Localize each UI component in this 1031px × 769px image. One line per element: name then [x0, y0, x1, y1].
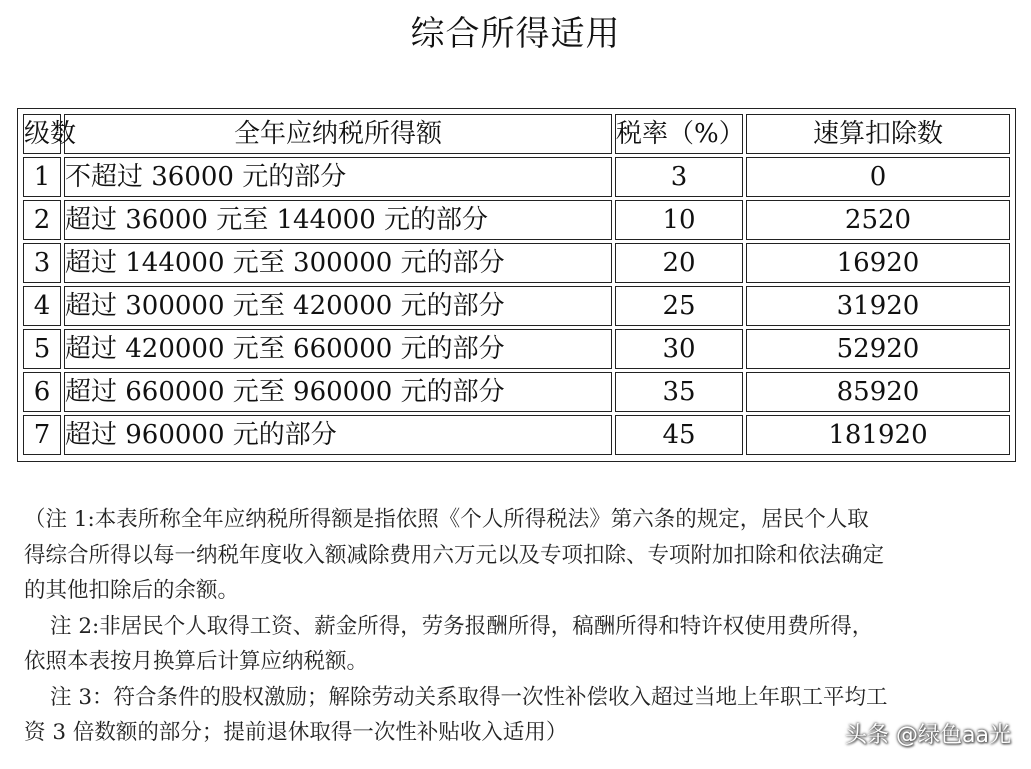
note-2-line: 注 2:非居民个人取得工资、薪金所得，劳务报酬所得，稿酬所得和特许权使用费所得，	[50, 613, 874, 639]
cell-deduction: 16920	[746, 243, 1010, 283]
cell-deduction: 0	[746, 157, 1010, 197]
header-level: 级数	[23, 114, 61, 154]
cell-level: 2	[23, 200, 61, 240]
cell-rate: 35	[615, 372, 743, 412]
page-title: 综合所得适用	[410, 14, 621, 54]
cell-level: 1	[23, 157, 61, 197]
note-3-line: 注 3：符合条件的股权激励；解除劳动关系取得一次性补偿收入超过当地上年职工平均工	[50, 684, 888, 710]
table-row	[23, 286, 1010, 326]
note-2-line: 依照本表按月换算后计算应纳税额。	[24, 649, 369, 674]
tax-rate-table-frame	[17, 108, 1016, 462]
header-rate: 税率（%）	[615, 114, 743, 154]
cell-deduction: 52920	[746, 329, 1010, 369]
cell-level: 3	[23, 243, 61, 283]
note-1-line: （注 1:本表所称全年应纳税所得额是指依照《个人所得税法》第六条的规定，居民个人取	[24, 507, 869, 532]
cell-deduction: 85920	[746, 372, 1010, 412]
table-row	[23, 372, 1010, 412]
table-row	[23, 329, 1010, 369]
cell-rate: 20	[615, 243, 743, 283]
table-row	[23, 200, 1010, 240]
cell-rate: 30	[615, 329, 743, 369]
cell-rate: 10	[615, 200, 743, 240]
cell-range: 超过 660000 元至 960000 元的部分	[64, 372, 612, 412]
cell-deduction: 31920	[746, 286, 1010, 326]
cell-deduction: 181920	[746, 415, 1010, 455]
cell-range: 超过 144000 元至 300000 元的部分	[64, 243, 612, 283]
note-1-line: 的其他扣除后的余额。	[24, 578, 240, 603]
cell-range: 超过 420000 元至 660000 元的部分	[64, 329, 612, 369]
table-row	[23, 157, 1010, 197]
cell-range: 不超过 36000 元的部分	[64, 157, 612, 197]
cell-deduction: 2520	[746, 200, 1010, 240]
cell-range: 超过 300000 元至 420000 元的部分	[64, 286, 612, 326]
header-range: 全年应纳税所得额	[64, 114, 612, 154]
cell-range: 超过 960000 元的部分	[64, 415, 612, 455]
cell-level: 4	[23, 286, 61, 326]
header-deduction: 速算扣除数	[746, 114, 1010, 154]
cell-level: 6	[23, 372, 61, 412]
cell-rate: 25	[615, 286, 743, 326]
cell-rate: 45	[615, 415, 743, 455]
cell-range: 超过 36000 元至 144000 元的部分	[64, 200, 612, 240]
notes-section	[24, 502, 1024, 751]
note-1-line: 得综合所得以每一纳税年度收入额减除费用六万元以及专项扣除、专项附加扣除和依法确定	[24, 542, 885, 568]
table-row	[23, 415, 1010, 455]
cell-level: 5	[23, 329, 61, 369]
cell-rate: 3	[615, 157, 743, 197]
table-row	[23, 243, 1010, 283]
watermark: 头条 @绿色aa光	[845, 723, 1011, 748]
cell-level: 7	[23, 415, 61, 455]
tax-rate-table	[20, 111, 1013, 458]
note-3-line: 资 3 倍数额的部分；提前退休取得一次性补贴收入适用）	[24, 720, 568, 745]
table-header-row	[23, 114, 1010, 154]
